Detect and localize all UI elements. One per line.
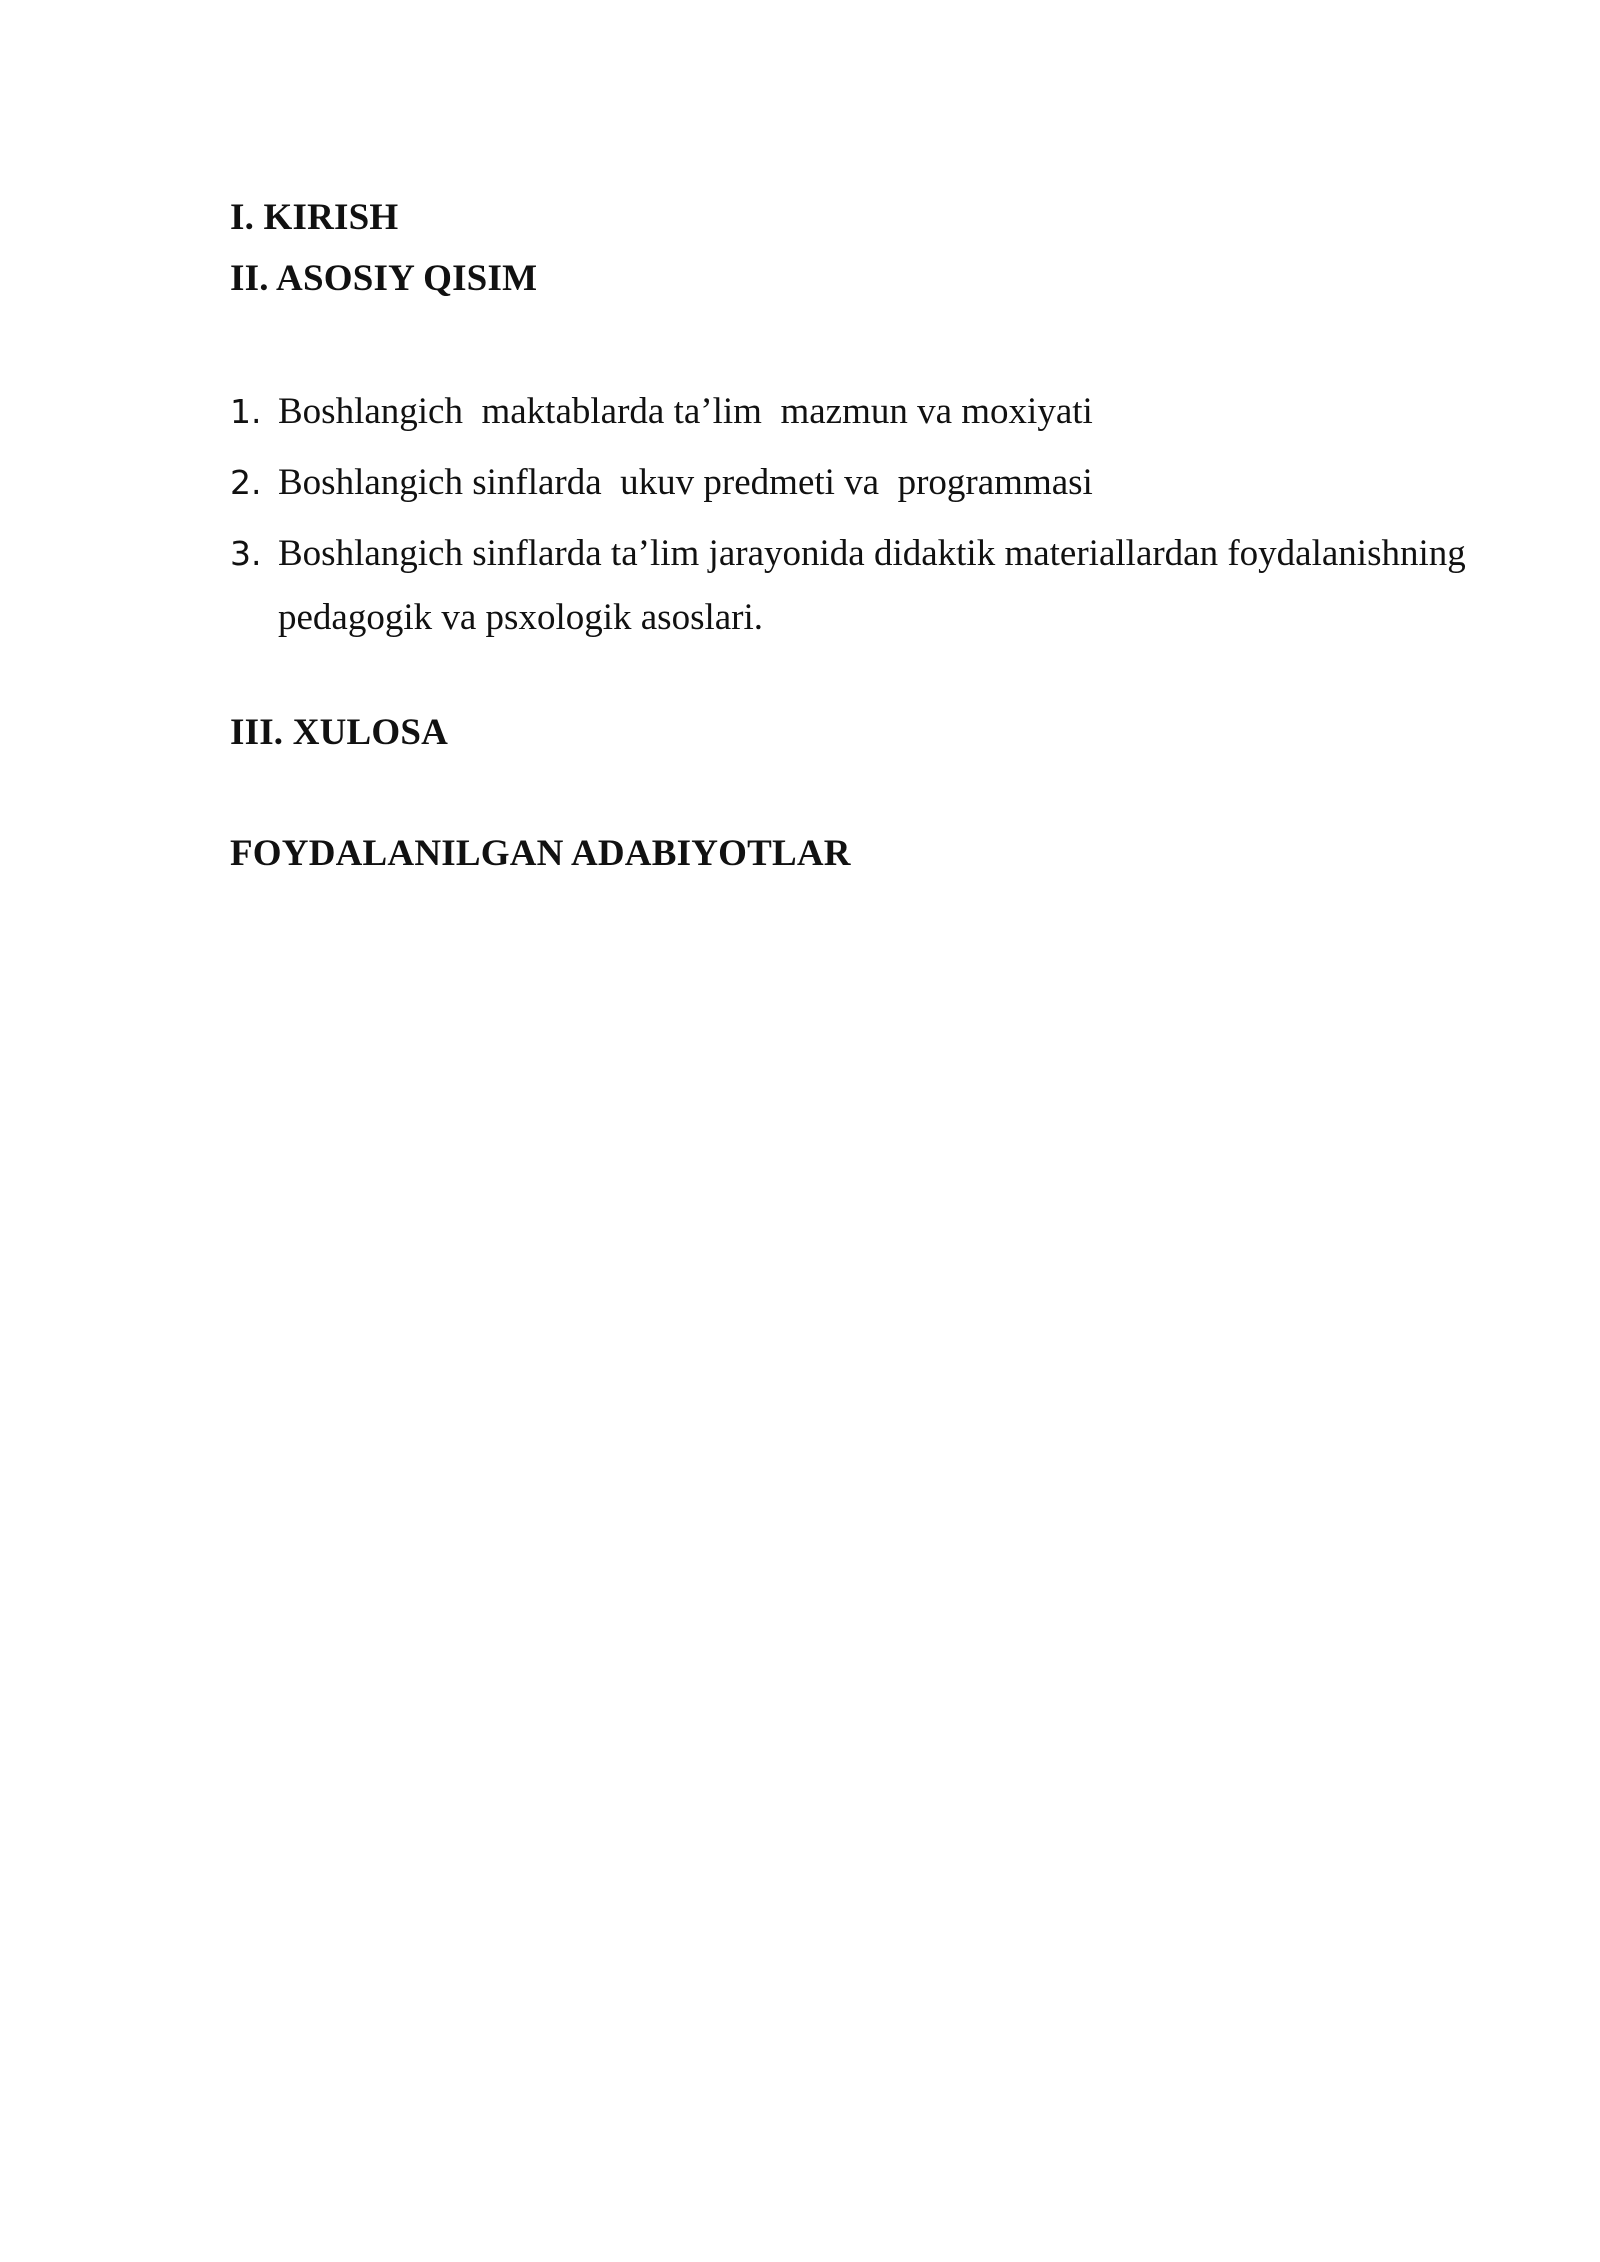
list-item-text: Boshlangich sinflarda ukuv predmeti va programmasi	[278, 462, 1093, 503]
contents-list	[230, 380, 1520, 657]
heading-foydalanilgan-adabiyotlar: FOYDALANILGAN ADABIYOTLAR	[230, 833, 851, 874]
list-item-number: 1.	[230, 392, 262, 431]
list-item	[230, 451, 1520, 515]
list-item	[230, 380, 1520, 444]
list-item-number: 3.	[230, 534, 262, 573]
list-item-text: Boshlangich maktablarda ta’lim mazmun va moxiyati	[278, 391, 1093, 432]
heading-xulosa: III. XULOSA	[230, 712, 449, 753]
heading-asosiy-qisim: II. ASOSIY QISIM	[230, 258, 538, 299]
list-item-number: 2.	[230, 463, 262, 502]
list-item	[230, 522, 1520, 650]
heading-kirish: I. KIRISH	[230, 197, 399, 238]
list-item-text: Boshlangich sinflarda ta’lim jarayonida didaktik materiallardan foydalanishning pedagogik va psxologik asoslari.	[278, 533, 1476, 638]
